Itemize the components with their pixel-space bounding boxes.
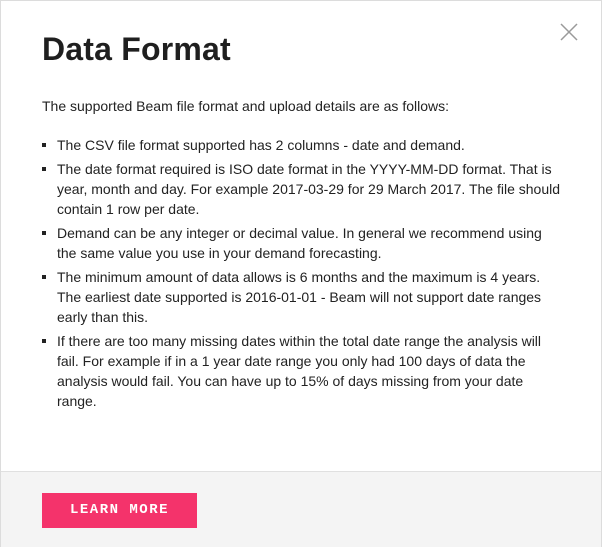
bullet-icon <box>42 275 46 279</box>
list-item <box>42 159 562 219</box>
list-item <box>42 223 562 263</box>
dialog-footer <box>1 471 601 547</box>
list-item <box>42 267 562 327</box>
bullet-icon <box>42 339 46 343</box>
close-icon[interactable] <box>559 22 579 42</box>
list-item <box>42 331 562 411</box>
list-item-text: If there are too many missing dates within the total date range the analysis will fail. For example if in a 1 year date range you only had 100 days of data the analysis would fail. You can have up to 15% of days missing from your date range. <box>57 333 542 409</box>
list-item-text: The date format required is ISO date format in the YYYY-MM-DD format. That is year, month and day. For example 2017-03-29 for 29 March 2017. The file should contain 1 row per date. <box>57 161 561 217</box>
intro-text: The supported Beam file format and upload details are as follows: <box>42 98 450 114</box>
close-button[interactable] <box>559 22 579 42</box>
bullet-icon <box>42 143 46 147</box>
list-item <box>42 135 562 155</box>
bullet-icon <box>42 231 46 235</box>
list-item-text: Demand can be any integer or decimal value. In general we recommend using the same value you use in your demand forecasting. <box>57 225 542 261</box>
list-item-text: The minimum amount of data allows is 6 months and the maximum is 4 years. The earliest date supported is 2016-01-01 - Beam will not support date ranges early than this. <box>57 269 542 325</box>
format-rules-list <box>42 135 562 415</box>
learn-more-button[interactable]: LEARN MORE <box>42 493 197 528</box>
bullet-icon <box>42 167 46 171</box>
list-item-text: The CSV file format supported has 2 columns - date and demand. <box>57 137 465 153</box>
dialog-title: Data Format <box>42 31 231 67</box>
